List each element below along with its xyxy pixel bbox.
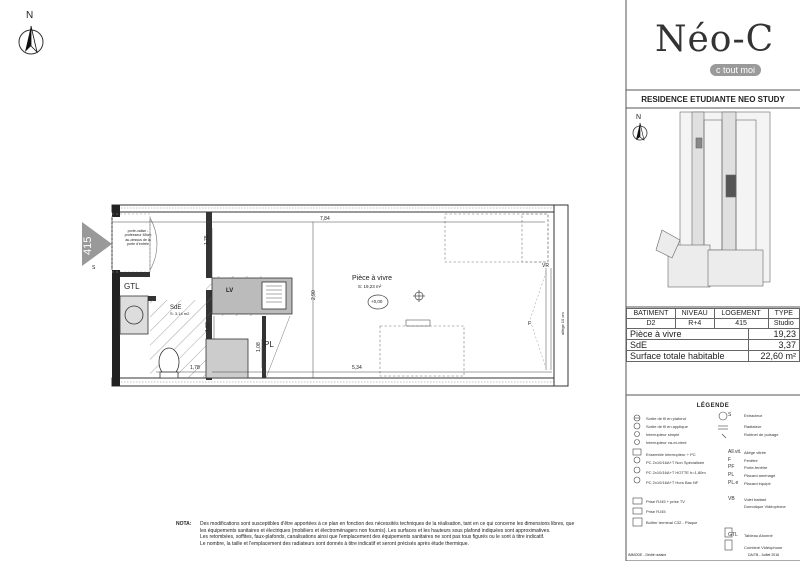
legend-item: Sortie de fil en plafond: [646, 416, 686, 421]
door-note: porte-valise - professeur 65cm au-dessus de la porte d'entrée: [124, 229, 152, 247]
dim-left-mid: 1,82: [205, 322, 211, 332]
value-logement: 415: [714, 319, 768, 329]
pl-label: PL: [264, 340, 274, 349]
apartment-number: 415: [82, 236, 94, 255]
legend-item: Domotique Vidéophone: [744, 504, 786, 509]
vr-label: VR: [542, 263, 549, 269]
room-area-main: S: 19,23 m²: [358, 284, 382, 289]
dim-bottom: 5,34: [352, 365, 362, 371]
dim-height: 2,90: [311, 290, 317, 300]
footer-right: DA/TB - Juillet 2016: [748, 553, 780, 557]
kitchenette: [212, 278, 292, 314]
header-logement: LOGEMENT: [714, 309, 768, 319]
room-label-sde: SdE: [170, 305, 182, 311]
brand-tagline: c tout moi: [710, 64, 761, 76]
legend-code: S: [728, 412, 732, 418]
legend-item: Placard équipé: [744, 481, 771, 486]
surface-value: 3,37: [748, 340, 799, 351]
surface-row: [627, 329, 800, 340]
surface-table: [626, 328, 800, 362]
surface-label: SdE: [627, 340, 749, 351]
legend-item: Tableau Abonné: [744, 533, 773, 538]
shower-icon: [120, 296, 148, 334]
legend-item: Volet battant: [744, 497, 767, 502]
allege-label: allège 10 cm: [560, 312, 565, 335]
legend-code: F: [728, 457, 732, 463]
surface-row: [627, 340, 800, 351]
gtl-label: GTL: [124, 282, 140, 291]
window-right: [530, 268, 551, 370]
legend-item: Boîtier terminal C32 - Plaque: [646, 520, 698, 525]
note-line: Des modifications sont susceptibles d'être apportées à ce plan en fonction des nécessités techniques de la réalisation, tant en ce qui concerne les dimensions libres, que: [200, 521, 575, 527]
legend-item: Allège vitrée: [744, 450, 767, 455]
room-label-main: Pièce à vivre: [352, 275, 393, 282]
legend-item: Radiateur: [744, 424, 762, 429]
surface-value: 19,23: [748, 329, 799, 340]
surface-value: 22,60 m²: [748, 351, 799, 362]
header-type: TYPE: [768, 309, 799, 319]
lv-label: LV: [226, 288, 234, 294]
info-table: [626, 308, 800, 329]
value-type: Studio: [768, 319, 799, 329]
toilet-icon: [159, 348, 179, 378]
header-batiment: BATIMENT: [627, 309, 676, 319]
site-plan-miniature: [656, 112, 770, 287]
legend-item: Interrupteur va-et-vient: [646, 440, 687, 445]
legend-code: PL.e: [728, 480, 739, 486]
note-line: Le nombre, la taille et l'emplacement des radiateurs sont donnés à titre indicatif et seront précisés après étude thermique.: [200, 540, 469, 547]
legend-item: Interrupteur simple: [646, 432, 680, 437]
dim-left-upper: 1,75: [204, 235, 210, 245]
legend-item: PC 2x10/16A+T HOTTE h=1,80m: [646, 470, 706, 475]
note-line: les équipements sanitaires et électriques (mobiliers et électroménagers non fournis). Les surfaces et les hauteurs sous plafond indiquées sont approximatives.: [200, 527, 551, 534]
dim-bottom-left: 1,78: [190, 365, 200, 371]
legend-code: PF: [728, 464, 735, 470]
s-label: S: [92, 265, 96, 271]
ceiling-light-icon: [413, 290, 425, 302]
north-label-small: N: [636, 114, 642, 121]
legend-item: Prise RJ45 + prise TV: [646, 499, 685, 504]
legend-item: PC 2x10/16A+T Non Spécialisée: [646, 460, 705, 465]
legend-item: Ensemble Interrupteur + PC: [646, 452, 696, 457]
level-mark: +0,00: [371, 299, 383, 304]
legend-item: Porte-fenêtre: [744, 465, 768, 470]
legend-code: PL: [728, 472, 735, 478]
room-area-sde: S: 3,14 m2: [170, 311, 190, 316]
residence-title: RESIDENCE ETUDIANTE NEO STUDY: [641, 95, 785, 104]
value-niveau: R+4: [675, 319, 714, 329]
f-label: F: [528, 321, 532, 327]
legend-item: Prise RJ45: [646, 509, 666, 514]
surface-label: Surface totale habitable: [627, 351, 749, 362]
footer-left: IMMODE - Dédié notaire: [628, 553, 667, 557]
legend-code: GTL: [728, 532, 738, 538]
notes-block: [176, 521, 621, 547]
legend-code: All.vit.: [728, 449, 742, 455]
surface-row: [627, 351, 800, 362]
dim-top: 7,84: [320, 216, 330, 222]
legend-item: Placard aménagé: [744, 473, 776, 478]
north-arrow-icon: [19, 26, 43, 54]
surface-label: Pièce à vivre: [627, 329, 749, 340]
legend-item: PC 2x10/16A+T Hors Bac NF: [646, 480, 699, 485]
value-batiment: D2: [627, 319, 676, 329]
legend-item: Robinet de puisage: [744, 432, 779, 437]
legend-title: LÉGENDE: [696, 403, 730, 409]
brand-name: Néo-C: [655, 19, 775, 60]
legend-item: Extracteur: [744, 413, 763, 418]
dim-pl-h: 1,08: [256, 342, 262, 352]
note-line: Les retombées, soffites, faux-plafonds, canalisations ainsi que l'emplacement des équipements sanitaires ne sont pas tous figurés ou le sont à titre indicatif.: [200, 534, 545, 541]
notes-label: NOTA:: [176, 521, 192, 527]
north-label: N: [26, 10, 34, 21]
legend-item: Combiné Vidéophone: [744, 545, 783, 550]
north-arrow-small-icon: [633, 123, 647, 140]
legend-item: Fenêtre: [744, 458, 758, 463]
header-niveau: NIVEAU: [675, 309, 714, 319]
legend-code: VB: [728, 496, 735, 502]
furniture-dashed: [380, 214, 548, 376]
brand-logo: [655, 20, 785, 80]
legend-item: Sortie de fil en applique: [646, 424, 688, 429]
